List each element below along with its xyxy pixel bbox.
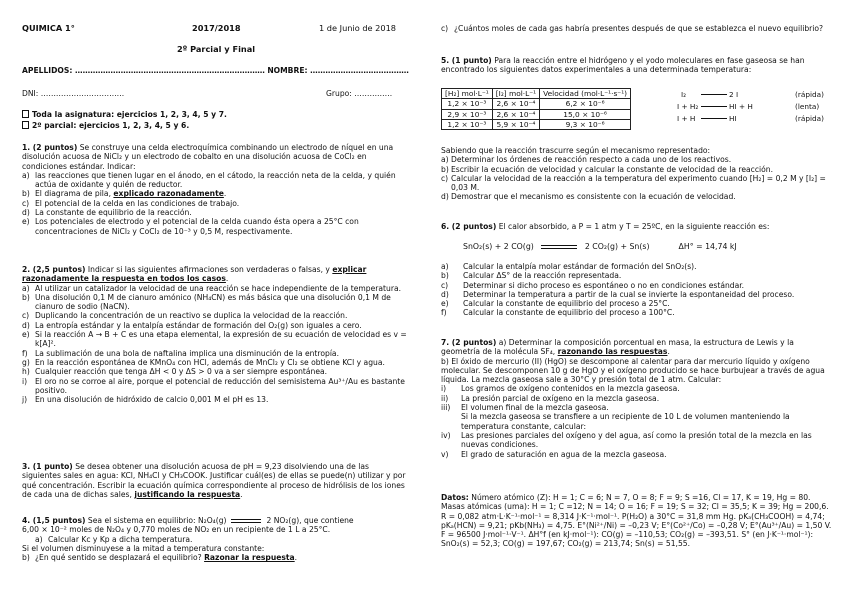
mechanism-step: I₂ 2 I (rápida) — [681, 90, 824, 99]
ex4-item-a: a) Calcular Kc y Kp a dicha temperatura. — [35, 534, 193, 544]
ex6-intro: 6. (2 puntos) El calor absorbido, a P = 1 atm y T = 25ºC, en la siguiente reacción es: — [441, 222, 770, 231]
equilibrium-arrow-icon — [541, 244, 577, 250]
table-cell: 2,6 × 10⁻⁴ — [492, 109, 539, 119]
ex5-item-b: b) Escribir la ecuación de velocidad y calcular la constante de velocidad de la reacción. — [441, 164, 774, 174]
ex2-item: b) Una disolución 0,1 M de cianuro amónico (NH₄CN) es más básica que una disolución 0,1 M de cianuro de sodio (NaCN). — [22, 292, 391, 312]
exercise-1 — [22, 143, 410, 236]
ex5-item-a: a) Determinar los órdenes de reacción respecto a cada uno de los reactivos. — [441, 155, 732, 165]
table-row — [442, 99, 631, 109]
table-cell: 9,3 × 10⁻⁶ — [540, 119, 631, 129]
ex7-item: ii) La presión parcial de oxígeno en la mezcla gaseosa. — [441, 393, 660, 403]
table-cell: 5,9 × 10⁻⁴ — [492, 119, 539, 129]
ex1-item-b: b) El diagrama de pila, explicado razonadamente. — [22, 189, 227, 199]
table-cell: 1,2 × 10⁻³ — [442, 119, 493, 129]
table-cell: 15,0 × 10⁻⁶ — [540, 109, 631, 119]
ex2-item: g) En la reacción espontánea de KMnO₄ con HCl, además de MnCl₂ y Cl₂ se obtiene KCl y agua. — [22, 357, 385, 367]
ex6-item-b: b) Calcular ΔS° de la reacción representada. — [441, 271, 622, 281]
ex7-part-a: 7. (2 puntos) a) Determinar la composición porcentual en masa, la estructura de Lewis y la geometría de la molécula SF₄, razonando las respuestas. — [441, 338, 794, 357]
ex6-item-c: c) Determinar si dicho proceso es espontáneo o no en condiciones estándar. — [441, 280, 745, 290]
ex6-item-a: a) Calcular la entalpía molar estándar de formación del SnO₂(s). — [441, 262, 697, 271]
table-row — [442, 119, 631, 129]
ex2-item: d) La entropía estándar y la entalpía estándar de formación del O₂(g) son iguales a cero. — [22, 320, 362, 330]
ex4-equilibrium: 4. (1,5 puntos) Sea el sistema en equilibrio: N₂O₄(g) 2 NO₂(g), que contiene — [22, 516, 354, 525]
mechanism-step: I + H₂ HI + H (lenta) — [677, 102, 820, 111]
ex4-volume-change: Si el volumen disminuyese a la mitad a temperatura constante: — [22, 543, 265, 553]
ex7-item: iii) El volumen final de la mezcla gaseosa. — [441, 403, 609, 413]
ex2-item: c) Duplicando la concentración de un reactivo se duplica la velocidad de la reacción. — [22, 311, 348, 321]
ex5-questions — [441, 146, 833, 202]
table-cell: 1,2 × 10⁻³ — [442, 99, 493, 109]
ex7-item: iv) Las presiones parciales del oxígeno y del agua, así como la presión total de la mezcla en las nuevas condiciones. — [441, 430, 812, 450]
arrow-icon — [701, 94, 727, 95]
checkbox-icon[interactable] — [22, 110, 29, 118]
ex6-questions — [441, 262, 833, 318]
ex5-item-c: c) Calcular la velocidad de la reacción a la temperatura del experimento cuando [H₂] = 0,2 M y [I₂] = 0,03 M. — [441, 173, 826, 193]
exam-title: 2º Parcial y Final — [176, 44, 256, 54]
ex2-item: h) Cualquier reacción que tenga ΔH < 0 y ΔS > 0 va a ser siempre espontánea. — [22, 367, 328, 377]
column-header: [H₂] mol·L⁻¹ — [442, 89, 493, 99]
ex2-item: e) Si la reacción A → B + C es una etapa elemental, la expresión de su ecuación de velocidad es v = k[A]². — [22, 330, 407, 349]
exam-date: 1 de Junio de 2018 — [319, 23, 397, 33]
ex6-item-e: e) Calcular la constante de equilibrio del proceso a 25°C. — [441, 299, 670, 309]
ex4-item-b: b) ¿En qué sentido se desplazará el equilibrio? Razonar la respuesta. — [22, 553, 298, 563]
nombre-field[interactable]: NOMBRE: ………………………………… — [267, 66, 409, 75]
table-cell: 2,6 × 10⁻⁴ — [492, 99, 539, 109]
apellidos-field[interactable]: APELLIDOS: ………………………………………………………………… — [22, 66, 265, 75]
ex2-item: a) Al utilizar un catalizador la velocidad de una reacción se hace independiente de la temperatura. — [22, 283, 402, 293]
mechanism-step: I + H HI (rápida) — [677, 114, 824, 123]
grupo-field[interactable]: Grupo: …………… — [326, 89, 393, 98]
ex7-transfer-note: Si la mezcla gaseosa se transfiere a un recipiente de 10 L de volumen manteniendo la temperatura constante, calcular: — [461, 412, 790, 431]
ex5-intro: 5. (1 punto) Para la reacción entre el hidrógeno y el yodo moleculares en fase gaseosa se han encontrado los siguientes datos experimentales a una determinada temperatura: — [441, 56, 805, 75]
exercise-4 — [22, 516, 410, 562]
checkbox-icon[interactable] — [22, 121, 29, 129]
table-cell: 2,9 × 10⁻³ — [442, 109, 493, 119]
ex5-item-d: d) Demostrar que el mecanismo es consistente con la ecuación de velocidad. — [441, 192, 736, 202]
table-row — [442, 109, 631, 119]
table-cell: 6,2 × 10⁻⁶ — [540, 99, 631, 109]
equilibrium-arrow-icon — [231, 518, 261, 524]
dni-field[interactable]: DNI: …………………………… — [22, 89, 125, 98]
ex7-item: v) El grado de saturación en agua de la mezcla gaseosa. — [441, 449, 667, 459]
ex6-item-d: d) Determinar la temperatura a partir de la cual se invierte la espontaneidad del proceso. — [441, 289, 795, 299]
mechanism — [677, 89, 833, 125]
ex1-intro: 1. (2 puntos) Se construye una celda electroquímica combinando un electrodo de níquel en una disolución acuosa de NiCl₂ y un electrodo de cobalto en una disolución acuosa de CoCl₂ en condiciones estándar. Indicar: — [22, 143, 394, 171]
ex2-item: j) En una disolución de hidróxido de calcio 0,001 M el pH es 13. — [22, 395, 269, 405]
arrow-icon — [701, 118, 727, 119]
ex1-item-e: e) Los potenciales de electrodo y el potencial de la celda cuando ésta opera a 25°C con concentraciones de NiCl₂ y CoCl₂ de 10⁻³ y 0,5 M, respectivamente. — [22, 217, 359, 236]
exercise-2 — [22, 265, 410, 404]
arrow-icon — [701, 106, 727, 107]
ex6-item-f: f) Calcular la constante de equilibrio del proceso a 100°C. — [441, 308, 675, 318]
ex2-intro: 2. (2,5 puntos) Indicar si las siguientes afirmaciones son verdaderas o falsas, y explicar razonadamente la respuesta en todos los casos. — [22, 265, 367, 284]
ex1-item-a: a) las reacciones que tienen lugar en el ánodo, en el cátodo, la reacción neta de la celda, y quién actúa de oxidante y quién de reductor. — [22, 170, 396, 190]
school-year: 2017/2018 — [192, 23, 241, 33]
ex4-conditions: 6,00 × 10⁻² moles de N₂O₄ y 0,770 moles de NO₂ en un recipiente de 1 L a 25°C. — [22, 525, 331, 535]
ex7-part-b: b) El óxido de mercurio (II) (HgO) se descompone al calentar para dar mercurio líquido y oxígeno molecular. Se descomponen 10 g de HgO y el oxígeno producido se hace burbujear a través de agua líquida. La mezcla gaseosa sale a 30°C y presión total de 1 atm. Calcular: — [441, 356, 825, 385]
exercise-7 — [441, 338, 833, 459]
option-full[interactable]: Toda la asignatura: ejercicios 1, 2, 3, 4, 5 y 7. — [22, 110, 227, 119]
data-section: Datos: Número atómico (Z): H = 1; C = 6; N = 7, O = 8; F = 9; S =16, Cl = 17, K = 19, Hg = 80. Masas atómicas (uma): H = 1; C =12; N = 14; O = 16; F = 19; S = 32; Cl = 35,5; K = 39; Hg = 200,6. R = 0,082 atm·L·K⁻¹·mol⁻¹ = 8,314 J·K⁻¹·mol⁻¹. P(H₂O) a 30°C = 31,8 mm Hg. pKₐ(CH₃COOH) = 4,74; pKₐ(HCN) = 9,21; pKb(NH₃) = 4,75. E°(Ni²⁺/Ni) = –0,23 V; E°(Co²⁺/Co) = –0,28 V; E°(Au³⁺/Au) = 1,50 V. F = 96500 J·mol⁻¹·V⁻¹. ΔH°f (en kJ·mol⁻¹): CO(g) = –110,53; CO₂(g) = –393,51. S° (en J·K⁻¹·mol⁻¹): SnO₂(s) = 52,3; CO(g) = 197,67; CO₂(g) = 213,74; Sn(s) = 51,55. — [441, 493, 832, 549]
ex1-item-d: d) La constante de equilibrio de la reacción. — [22, 208, 192, 218]
ex4-item-c: c) ¿Cuántos moles de cada gas habría presentes después de que se establezca el nuevo equilibrio? — [441, 24, 824, 33]
table-header-row — [442, 89, 631, 99]
exercise-3: 3. (1 punto) Se desea obtener una disolución acuosa de pH = 9,23 disolviendo una de las siguientes sales en agua: KCl, NH₄Cl y CH₃COOK. Justificar cuál(es) de ellas se puede(n) utilizar y por qué concentración. Escribir la ecuación química correspondiente al proceso de hidrólisis de los iones de cada una de dichas sales, justificando la respuesta. — [22, 462, 406, 499]
option-partial[interactable]: 2º parcial: ejercicios 1, 2, 3, 4, 5 y 6. — [22, 121, 189, 130]
column-header: [I₂] mol·L⁻¹ — [492, 89, 539, 99]
subject: QUIMICA 1° — [22, 23, 75, 33]
ex2-item: f) La sublimación de una bola de naftalina implica una disminución de la entropía. — [22, 348, 340, 358]
ex1-item-c: c) El potencial de la celda en las condiciones de trabajo. — [22, 198, 240, 208]
kinetics-table — [441, 88, 631, 130]
name-fields — [22, 66, 409, 75]
column-header: Velocidad (mol·L⁻¹·s⁻¹) — [540, 89, 631, 99]
ex2-item: i) El oro no se corroe al aire, porque el potencial de reducción del semisistema Au³⁺/Au es bastante positivo. — [22, 376, 405, 395]
ex6-equation: SnO₂(s) + 2 CO(g) 2 CO₂(g) + Sn(s) ΔH° = 14,74 kJ — [463, 242, 737, 251]
ex5-after: Sabiendo que la reacción trascurre según el mecanismo representado: — [441, 146, 711, 155]
ex7-item: i) Los gramos de oxígeno contenidos en la mezcla gaseosa. — [441, 384, 680, 394]
